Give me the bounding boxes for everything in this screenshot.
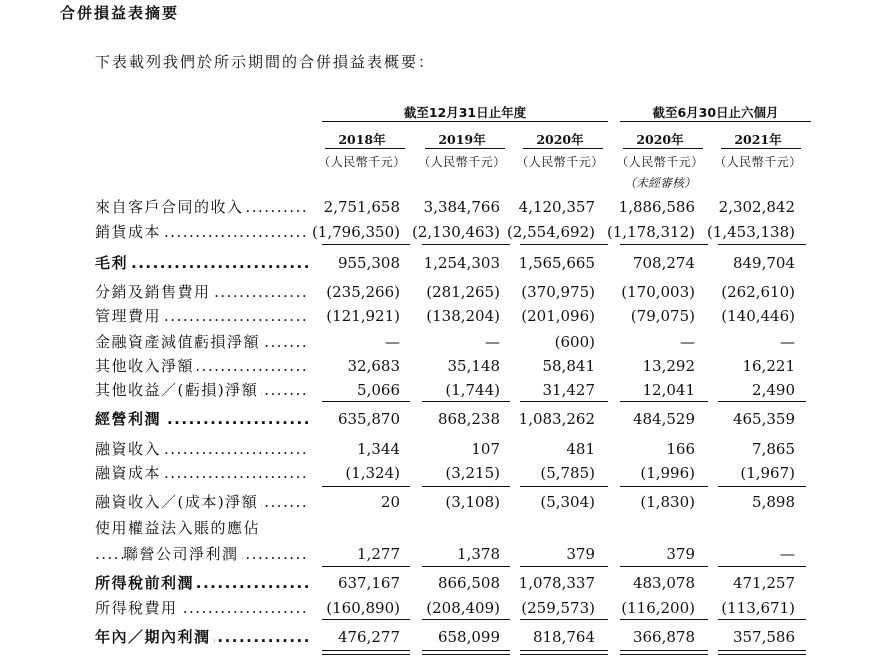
row-value: (121,921) bbox=[326, 307, 400, 325]
row-label: 年內／期內利潤 ..... bbox=[95, 625, 308, 649]
row-value: 13,292 bbox=[642, 357, 695, 375]
section-heading: 合併損益表摘要 bbox=[60, 4, 180, 22]
group-header-annual: 截至12月31日止年度 bbox=[403, 105, 527, 120]
row-label: 融資收入 ..... bbox=[95, 437, 308, 461]
row-value: 1,378 bbox=[457, 545, 500, 563]
subtotal-rule bbox=[322, 619, 410, 620]
subtotal-rule bbox=[520, 244, 608, 245]
subtotal-rule bbox=[520, 401, 608, 402]
row-value: 476,277 bbox=[337, 628, 400, 646]
row-value: (1,324) bbox=[345, 464, 400, 482]
row-value: 955,308 bbox=[337, 254, 400, 272]
row-value: (1,744) bbox=[445, 381, 500, 399]
subtotal-rule bbox=[520, 619, 608, 620]
row-value: 20 bbox=[380, 493, 400, 511]
row-value: — bbox=[680, 333, 695, 351]
row-value: 708,274 bbox=[632, 254, 695, 272]
table-row bbox=[95, 195, 815, 219]
row-value: (140,446) bbox=[721, 307, 795, 325]
group-rule-annual bbox=[322, 121, 608, 122]
subtotal-rule bbox=[620, 619, 708, 620]
row-value: 5,898 bbox=[752, 493, 795, 511]
row-value: (281,265) bbox=[426, 283, 500, 301]
row-value: (160,890) bbox=[326, 599, 400, 617]
row-value: 58,841 bbox=[542, 357, 595, 375]
column-rule bbox=[623, 148, 703, 149]
row-value: 1,078,337 bbox=[518, 574, 595, 592]
row-label: 其他收益／(虧損)淨額 ..... bbox=[95, 378, 308, 402]
row-value: (138,204) bbox=[426, 307, 500, 325]
subtotal-rule bbox=[422, 244, 510, 245]
column-rule bbox=[425, 148, 505, 149]
row-value: (3,108) bbox=[445, 493, 500, 511]
row-value: (201,096) bbox=[521, 307, 595, 325]
row-value: 658,099 bbox=[437, 628, 500, 646]
row-value: 2,751,658 bbox=[323, 198, 400, 216]
row-value: 3,384,766 bbox=[423, 198, 500, 216]
row-value: — bbox=[385, 333, 400, 351]
row-value: 166 bbox=[666, 440, 695, 458]
subtotal-rule bbox=[718, 486, 806, 487]
row-value: 1,254,303 bbox=[423, 254, 500, 272]
row-value: (2,554,692) bbox=[506, 223, 595, 241]
table-row bbox=[95, 516, 815, 540]
row-value: 471,257 bbox=[732, 574, 795, 592]
row-value: 484,529 bbox=[632, 410, 695, 428]
row-label: 毛利 ..... bbox=[95, 251, 308, 275]
row-label: 銷貨成本 ..... bbox=[95, 220, 308, 244]
row-value: 481 bbox=[566, 440, 595, 458]
column-unit: （人民幣千元） bbox=[318, 155, 406, 169]
table-row bbox=[95, 596, 815, 620]
subtotal-rule bbox=[422, 619, 510, 620]
table-row bbox=[95, 437, 815, 461]
row-label: 所得稅費用 ..... bbox=[95, 596, 308, 620]
table-row bbox=[95, 304, 815, 328]
column-year-2020-interim: 2020年 bbox=[636, 132, 684, 147]
row-value: — bbox=[780, 333, 795, 351]
subtotal-rule bbox=[520, 486, 608, 487]
row-value: (259,573) bbox=[521, 599, 595, 617]
intro-text: 下表載列我們於所示期間的合併損益表概要： bbox=[95, 53, 436, 71]
subtotal-rule bbox=[422, 566, 510, 567]
row-value: 31,427 bbox=[542, 381, 595, 399]
total-double-rule bbox=[422, 650, 510, 655]
row-value: (113,671) bbox=[721, 599, 795, 617]
column-rule bbox=[523, 148, 603, 149]
total-double-rule bbox=[322, 650, 410, 655]
table-row bbox=[95, 571, 815, 595]
row-value: (5,785) bbox=[540, 464, 595, 482]
subtotal-rule bbox=[422, 401, 510, 402]
subtotal-rule bbox=[620, 566, 708, 567]
unaudited-note: （未經審核） bbox=[623, 176, 696, 190]
row-value: 637,167 bbox=[337, 574, 400, 592]
total-double-rule bbox=[620, 650, 708, 655]
column-year-2018: 2018年 bbox=[338, 132, 386, 147]
row-label: 使用權益法入賬的應佔 bbox=[95, 516, 308, 540]
row-label: 聯營公司淨利潤 ..... bbox=[95, 542, 308, 566]
row-value: (5,304) bbox=[540, 493, 595, 511]
row-value: 483,078 bbox=[632, 574, 695, 592]
column-unit: （人民幣千元） bbox=[516, 155, 604, 169]
row-value: 357,586 bbox=[732, 628, 795, 646]
subtotal-rule bbox=[422, 486, 510, 487]
row-value: 849,704 bbox=[732, 254, 795, 272]
subtotal-rule bbox=[322, 486, 410, 487]
table-row bbox=[95, 378, 815, 402]
row-value: 12,041 bbox=[642, 381, 695, 399]
total-double-rule bbox=[520, 650, 608, 655]
table-row bbox=[95, 625, 815, 649]
row-value: (1,996) bbox=[640, 464, 695, 482]
row-value: 5,066 bbox=[357, 381, 400, 399]
table-row bbox=[95, 220, 815, 244]
column-unit: （人民幣千元） bbox=[714, 155, 802, 169]
row-value: (1,796,350) bbox=[311, 223, 400, 241]
row-label: 來自客戶合同的收入 ..... bbox=[95, 195, 308, 219]
table-row bbox=[95, 354, 815, 378]
subtotal-rule bbox=[718, 619, 806, 620]
row-value: 465,359 bbox=[732, 410, 795, 428]
subtotal-rule bbox=[718, 401, 806, 402]
column-year-2021-interim: 2021年 bbox=[734, 132, 782, 147]
subtotal-rule bbox=[322, 566, 410, 567]
subtotal-rule bbox=[718, 566, 806, 567]
column-rule bbox=[721, 148, 801, 149]
table-row bbox=[95, 330, 815, 354]
row-value: 379 bbox=[666, 545, 695, 563]
row-value: (262,610) bbox=[721, 283, 795, 301]
row-label: 金融資產減值虧損淨額 ..... bbox=[95, 330, 308, 354]
row-value: 107 bbox=[471, 440, 500, 458]
row-value: (1,178,312) bbox=[606, 223, 695, 241]
subtotal-rule bbox=[322, 401, 410, 402]
row-value: 379 bbox=[566, 545, 595, 563]
row-value: 16,221 bbox=[742, 357, 795, 375]
total-double-rule bbox=[718, 650, 806, 655]
subtotal-rule bbox=[620, 244, 708, 245]
row-value: 35,148 bbox=[447, 357, 500, 375]
row-label: 所得稅前利潤 ..... bbox=[95, 571, 308, 595]
row-value: 1,565,665 bbox=[518, 254, 595, 272]
subtotal-rule bbox=[620, 401, 708, 402]
row-value: (370,975) bbox=[521, 283, 595, 301]
table-row bbox=[95, 490, 815, 514]
row-value: 366,878 bbox=[632, 628, 695, 646]
row-label: 分銷及銷售費用 ..... bbox=[95, 280, 308, 304]
row-value: 635,870 bbox=[337, 410, 400, 428]
row-value: (1,453,138) bbox=[706, 223, 795, 241]
row-value: 2,490 bbox=[752, 381, 795, 399]
row-value: — bbox=[780, 545, 795, 563]
row-value: (2,130,463) bbox=[411, 223, 500, 241]
row-value: (116,200) bbox=[621, 599, 695, 617]
row-label: 經營利潤 ..... bbox=[95, 407, 308, 431]
column-year-2019: 2019年 bbox=[438, 132, 486, 147]
row-value: (235,266) bbox=[326, 283, 400, 301]
row-value: 818,764 bbox=[532, 628, 595, 646]
table-row bbox=[95, 461, 815, 485]
column-unit: （人民幣千元） bbox=[616, 155, 704, 169]
row-label: 融資收入／(成本)淨額 ..... bbox=[95, 490, 308, 514]
row-value: 7,865 bbox=[752, 440, 795, 458]
row-label: 管理費用 ..... bbox=[95, 304, 308, 328]
table-row bbox=[95, 251, 815, 275]
row-value: (1,830) bbox=[640, 493, 695, 511]
subtotal-rule bbox=[322, 244, 410, 245]
table-row bbox=[95, 280, 815, 304]
subtotal-rule bbox=[718, 244, 806, 245]
row-value: 866,508 bbox=[437, 574, 500, 592]
row-value: (170,003) bbox=[621, 283, 695, 301]
row-value: 2,302,842 bbox=[718, 198, 795, 216]
row-value: (600) bbox=[554, 333, 595, 351]
subtotal-rule bbox=[520, 566, 608, 567]
group-header-interim: 截至6月30日止六個月 bbox=[652, 105, 779, 120]
row-value: 1,277 bbox=[357, 545, 400, 563]
row-value: 1,083,262 bbox=[518, 410, 595, 428]
row-value: (1,967) bbox=[740, 464, 795, 482]
table-row bbox=[95, 542, 815, 566]
column-year-2020: 2020年 bbox=[536, 132, 584, 147]
row-value: 1,886,586 bbox=[618, 198, 695, 216]
row-value: (3,215) bbox=[445, 464, 500, 482]
row-value: (79,075) bbox=[630, 307, 695, 325]
row-value: (208,409) bbox=[426, 599, 500, 617]
row-value: 4,120,357 bbox=[518, 198, 595, 216]
row-label: 融資成本 ..... bbox=[95, 461, 308, 485]
subtotal-rule bbox=[620, 486, 708, 487]
row-label: 其他收入淨額 ..... bbox=[95, 354, 308, 378]
table-row bbox=[95, 407, 815, 431]
column-rule bbox=[325, 148, 405, 149]
row-value: 32,683 bbox=[347, 357, 400, 375]
row-value: 868,238 bbox=[437, 410, 500, 428]
row-value: — bbox=[485, 333, 500, 351]
group-rule-interim bbox=[620, 121, 811, 122]
column-unit: （人民幣千元） bbox=[418, 155, 506, 169]
row-value: 1,344 bbox=[357, 440, 400, 458]
